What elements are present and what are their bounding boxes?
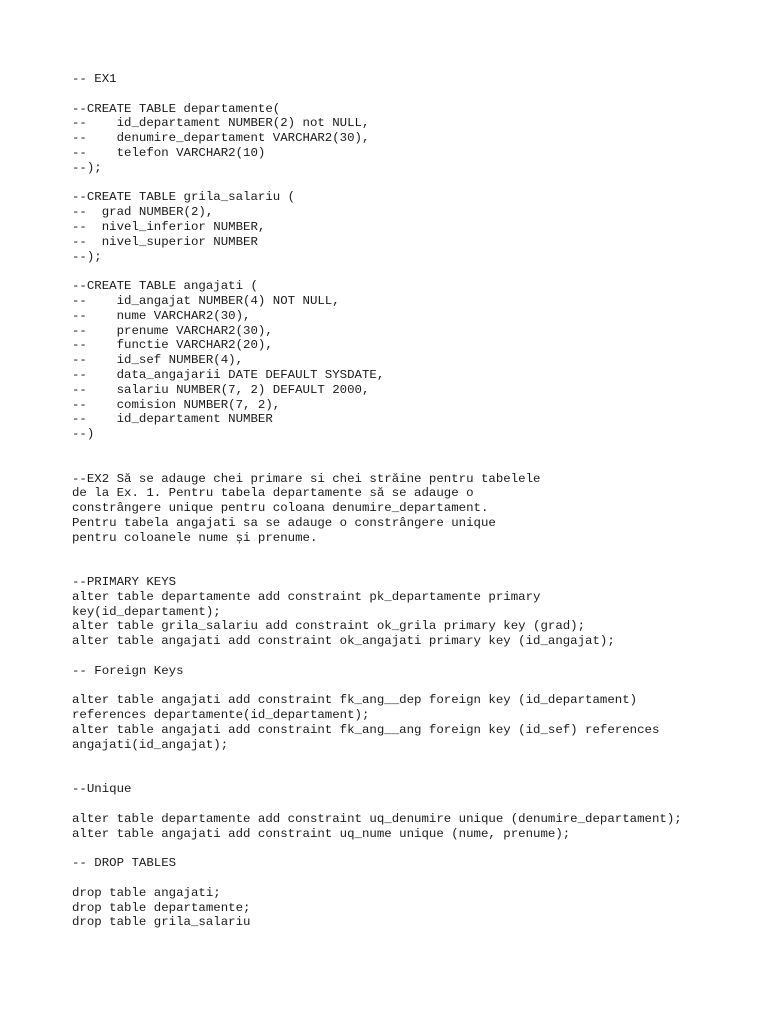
code-line: drop table angajati; [72,885,221,900]
document-page [72,72,732,930]
code-line: -- DROP TABLES [72,856,177,871]
create-departamente-block [72,102,732,176]
primary-keys-block [72,575,732,649]
code-line: -- data_angajarii DATE DEFAULT SYSDATE, [72,367,385,382]
code-line: alter table grila_salariu add constraint ok_grila primary key (grad); [72,619,586,634]
code-line: key(id_departament); [72,604,221,619]
text-line: --EX2 Să se adauge chei primare si chei străine pentru tabelele [72,471,541,486]
drop-tables-block [72,886,732,930]
text-line: de la Ex. 1. Pentru tabela departamente să se adauge o [72,486,474,501]
create-angajati-block [72,279,732,442]
code-line: alter table angajati add constraint fk_ang__dep foreign key (id_departament) [72,693,638,708]
code-line: -- prenume VARCHAR2(30), [72,323,273,338]
code-line: -- EX1 [72,72,117,86]
text-line: constrângere unique pentru coloana denumire_departament. [72,501,489,516]
code-line: -- functie VARCHAR2(20), [72,338,273,353]
code-line: drop table departamente; [72,900,251,915]
code-line: --PRIMARY KEYS [72,575,177,590]
foreign-keys-block [72,693,732,752]
code-line: --); [72,160,102,175]
code-line: drop table grila_salariu [72,915,251,930]
code-line: -- telefon VARCHAR2(10) [72,145,266,160]
code-line: alter table departamente add constraint pk_departamente primary [72,589,541,604]
code-line: -- grad NUMBER(2), [72,205,214,220]
code-line: references departamente(id_departament); [72,708,370,723]
code-line: --CREATE TABLE departamente( [72,101,281,116]
text-line: pentru coloanele nume și prenume. [72,530,318,545]
unique-header [72,782,732,797]
code-line: -- nivel_inferior NUMBER, [72,219,266,234]
code-line: -- salariu NUMBER(7, 2) DEFAULT 2000, [72,382,370,397]
drop-tables-header [72,856,732,871]
foreign-keys-header [72,664,732,679]
code-line: angajati(id_angajat); [72,737,229,752]
code-line: alter table angajati add constraint ok_angajati primary key (id_angajat); [72,634,615,649]
code-line: --); [72,249,102,264]
code-line: --Unique [72,782,132,797]
code-line: -- comision NUMBER(7, 2), [72,397,281,412]
create-grila-salariu-block [72,190,732,264]
code-line: --CREATE TABLE angajati ( [72,279,258,294]
code-line: -- id_angajat NUMBER(4) NOT NULL, [72,293,340,308]
code-line: -- id_sef NUMBER(4), [72,353,244,368]
code-line: -- nume VARCHAR2(30), [72,308,251,323]
code-line: -- denumire_departament VARCHAR2(30), [72,131,370,146]
code-line: -- Foreign Keys [72,663,184,678]
code-line: -- nivel_superior NUMBER [72,234,258,249]
code-line: alter table departamente add constraint uq_denumire unique (denumire_departament); [72,811,682,826]
code-line: -- id_departament NUMBER(2) not NULL, [72,116,370,131]
text-line: Pentru tabela angajati sa se adauge o constrângere unique [72,515,496,530]
code-line: alter table angajati add constraint uq_nume unique (nume, prenume); [72,826,571,841]
ex1-header [72,72,732,87]
code-line: --CREATE TABLE grila_salariu ( [72,190,296,205]
code-line: alter table angajati add constraint fk_ang__ang foreign key (id_sef) references [72,723,660,738]
ex2-description-block [72,472,732,546]
unique-block [72,812,732,842]
code-line: -- id_departament NUMBER [72,412,273,427]
code-line: --) [72,427,95,442]
